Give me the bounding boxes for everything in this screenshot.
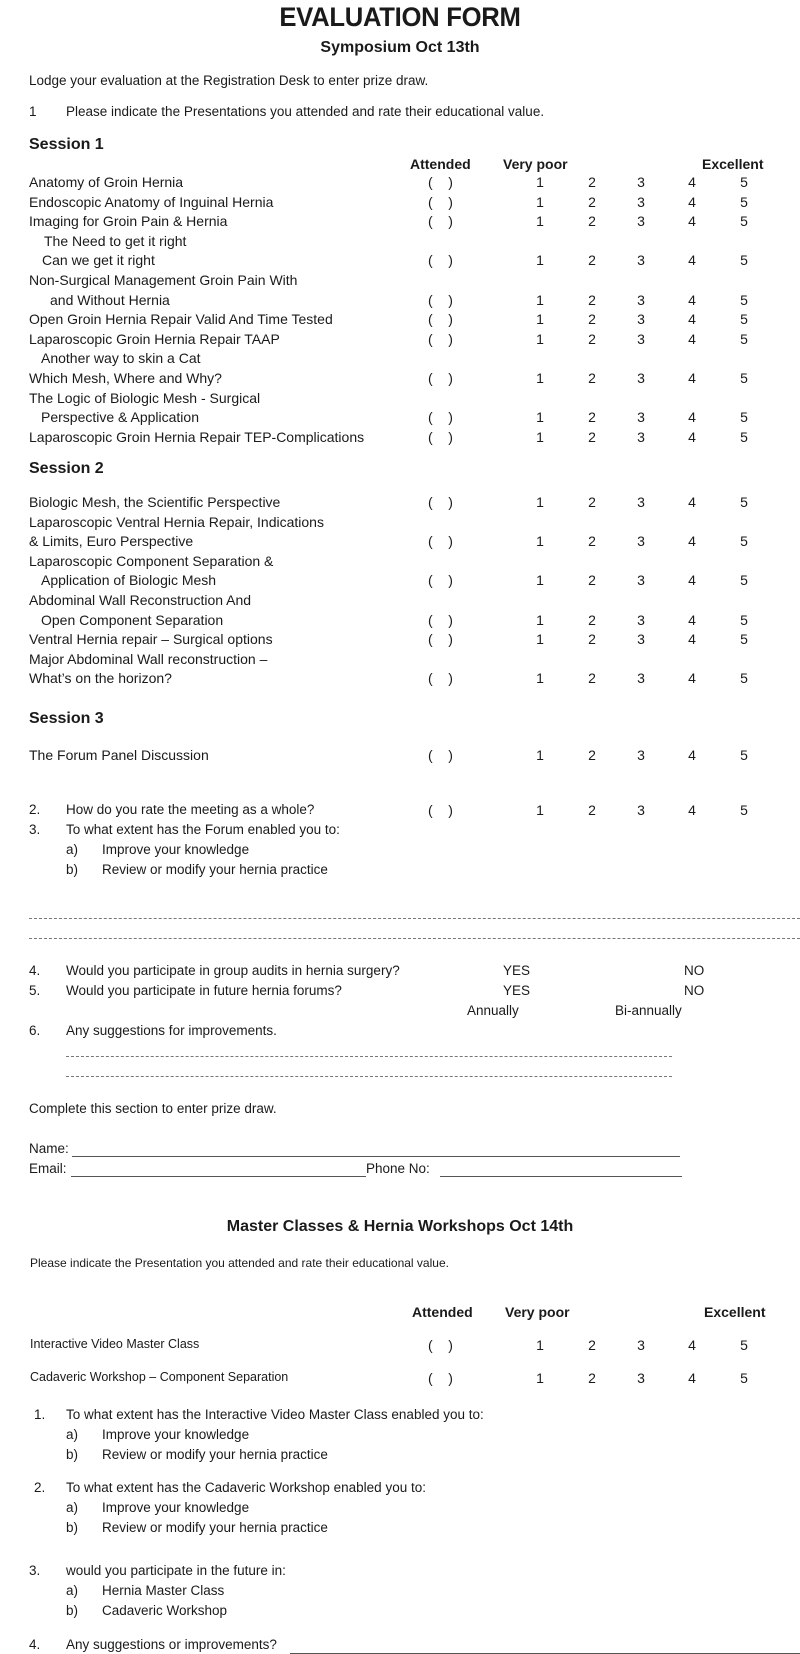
question-2-text: How do you rate the meeting as a whole? [66, 802, 315, 817]
false-rating-3[interactable]: 3 [637, 330, 645, 347]
false-rating-3[interactable]: 3 [637, 494, 645, 510]
false-rating-5[interactable]: 5 [740, 670, 748, 687]
session-2-presentation-3-title-line-2: Application of Biologic Mesh [41, 572, 217, 589]
false-rating-5[interactable]: 5 [740, 533, 748, 550]
false-rating-3[interactable]: 3 [637, 747, 645, 763]
column-excellent: Excellent [702, 156, 764, 172]
false-rating-1[interactable]: 1 [536, 311, 544, 328]
session-1-presentation-5-title-line-1: Non-Surgical Management Groin Pain With [29, 272, 298, 288]
question-5-number: 5. [29, 983, 41, 998]
false-rating-2[interactable]: 2 [588, 252, 596, 269]
false-attended-checkbox[interactable]: ( ) [428, 572, 453, 589]
false-rating-1[interactable]: 1 [536, 409, 544, 426]
question-5-annually[interactable]: Annually [467, 1003, 519, 1018]
false-attended-checkbox[interactable]: ( ) [428, 330, 453, 347]
session-1-presentation-9-title-line-2: Perspective & Application [41, 409, 199, 426]
workshop-question-3-option-b-label: b) [66, 1603, 79, 1618]
session-2-presentation-6-title-line-1: Major Abdominal Wall reconstruction – [29, 650, 268, 667]
false-rating-5[interactable]: 5 [740, 291, 748, 308]
false-rating-2[interactable]: 2 [588, 330, 596, 347]
workshop-question-1-option-b[interactable]: Review or modify your hernia practice [102, 1447, 328, 1462]
session-1-presentation-10-title: Laparoscopic Groin Hernia Repair TEP-Complications [29, 428, 365, 445]
lodge-instruction: Lodge your evaluation at the Registration Desk to enter prize draw. [29, 73, 429, 88]
false-rating-4[interactable]: 4 [688, 428, 696, 445]
session-2-presentation-4-title-line-2: Open Component Separation [41, 611, 224, 628]
workshop-question-3-option-a-label: a) [66, 1583, 79, 1598]
question-1-number: 1 [29, 104, 37, 119]
false-rating-1[interactable]: 1 [536, 330, 544, 347]
question-6-text: Any suggestions for improvements. [66, 1023, 277, 1038]
true-rating-5[interactable]: 5 [740, 1337, 748, 1353]
false-attended-checkbox[interactable]: ( ) [428, 533, 453, 550]
false-rating-5[interactable]: 5 [740, 252, 748, 269]
false-rating-3[interactable]: 3 [637, 311, 645, 328]
question-5-no[interactable]: NO [684, 983, 705, 998]
false-rating-3[interactable]: 3 [637, 193, 645, 210]
session-1-presentation-3-title: Imaging for Groin Pain & Hernia [29, 213, 228, 230]
false-rating-3[interactable]: 3 [637, 670, 645, 687]
workshop-question-1-number: 1. [34, 1407, 46, 1422]
workshops-title: Master Classes & Hernia Workshops Oct 14th [226, 1218, 574, 1235]
false-rating-3[interactable]: 3 [637, 252, 645, 269]
question-3-option-b-label: b) [66, 862, 79, 877]
form-title: EVALUATION FORM [279, 2, 521, 32]
false-attended-checkbox[interactable]: ( ) [428, 428, 453, 445]
session-1-presentation-1-title: Anatomy of Groin Hernia [29, 174, 184, 190]
phone-label: Phone No: [366, 1161, 430, 1176]
false-rating-4[interactable]: 4 [688, 747, 696, 763]
question-3-option-a-label: a) [66, 842, 79, 857]
true-rating-1[interactable]: 1 [536, 1370, 544, 1386]
false-rating-5[interactable]: 5 [740, 802, 748, 818]
true-rating-4[interactable]: 4 [688, 1370, 696, 1386]
false-rating-3[interactable]: 3 [637, 174, 645, 190]
true-rating-4[interactable]: 4 [688, 1337, 696, 1353]
false-rating-4[interactable]: 4 [688, 213, 696, 230]
false-rating-1[interactable]: 1 [536, 291, 544, 308]
false-attended-checkbox[interactable]: ( ) [428, 252, 453, 269]
question-3-text: To what extent has the Forum enabled you to: [66, 822, 340, 837]
question-2-number: 2. [29, 802, 41, 817]
workshop-question-1-text: To what extent has the Interactive Video Master Class enabled you to: [66, 1407, 484, 1422]
workshops-column-very-poor: Very poor [505, 1304, 570, 1320]
false-rating-2[interactable]: 2 [588, 802, 596, 818]
question-3-option-b[interactable]: Review or modify your hernia practice [102, 862, 328, 877]
false-rating-2[interactable]: 2 [588, 213, 596, 230]
false-rating-5[interactable]: 5 [740, 193, 748, 210]
question-1-text: Please indicate the Presentations you attended and rate their educational value. [66, 104, 545, 119]
false-rating-2[interactable]: 2 [588, 494, 596, 510]
workshop-question-3-option-b[interactable]: Cadaveric Workshop [102, 1603, 228, 1618]
workshop-question-1-option-a[interactable]: Improve your knowledge [102, 1427, 250, 1442]
workshop-question-1-option-a-label: a) [66, 1427, 79, 1442]
false-rating-1[interactable]: 1 [536, 747, 544, 763]
false-rating-1[interactable]: 1 [536, 213, 544, 230]
workshops-column-excellent: Excellent [704, 1304, 766, 1320]
false-rating-4[interactable]: 4 [688, 802, 696, 818]
false-rating-5[interactable]: 5 [740, 572, 748, 589]
name-label: Name: [29, 1141, 69, 1156]
false-rating-2[interactable]: 2 [588, 174, 596, 190]
false-rating-1[interactable]: 1 [536, 533, 544, 550]
email-field[interactable] [71, 1176, 366, 1177]
session-1-presentation-2-title: Endoscopic Anatomy of Inguinal Hernia [29, 193, 274, 210]
session-1-presentation-8-title-line-1: Another way to skin a Cat [41, 350, 201, 367]
question-4-text: Would you participate in group audits in hernia surgery? [66, 963, 400, 978]
false-rating-3[interactable]: 3 [637, 291, 645, 308]
question-3-option-a[interactable]: Improve your knowledge [102, 842, 250, 857]
false-rating-1[interactable]: 1 [536, 572, 544, 589]
false-attended-checkbox[interactable]: ( ) [428, 670, 453, 687]
false-attended-checkbox[interactable]: ( ) [428, 747, 453, 763]
true-attended-checkbox[interactable]: ( ) [428, 1337, 453, 1353]
true-rating-2[interactable]: 2 [588, 1370, 596, 1386]
false-rating-3[interactable]: 3 [637, 611, 645, 628]
session-2-presentation-2-title-line-2: & Limits, Euro Perspective [29, 533, 194, 550]
workshops-instruction: Please indicate the Presentation you attended and rate their educational value. [30, 1256, 449, 1270]
false-rating-2[interactable]: 2 [588, 409, 596, 426]
false-rating-5[interactable]: 5 [740, 174, 748, 190]
false-rating-5[interactable]: 5 [740, 330, 748, 347]
false-attended-checkbox[interactable]: ( ) [428, 291, 453, 308]
false-rating-3[interactable]: 3 [637, 802, 645, 818]
false-rating-2[interactable]: 2 [588, 370, 596, 386]
suggestion-line-1[interactable] [66, 1056, 672, 1057]
workshop-1-title: Interactive Video Master Class [30, 1337, 200, 1351]
false-rating-1[interactable]: 1 [536, 252, 544, 269]
false-rating-2[interactable]: 2 [588, 747, 596, 763]
false-rating-2[interactable]: 2 [588, 533, 596, 550]
workshop-question-2-option-b[interactable]: Review or modify your hernia practice [102, 1520, 328, 1535]
workshop-question-3-text: would you participate in the future in: [66, 1563, 286, 1578]
workshop-question-4-text: Any suggestions or improvements? [66, 1637, 277, 1652]
false-rating-1[interactable]: 1 [536, 370, 544, 386]
false-rating-2[interactable]: 2 [588, 193, 596, 210]
false-rating-4[interactable]: 4 [688, 174, 696, 190]
workshop-question-2-number: 2. [34, 1480, 46, 1495]
false-rating-5[interactable]: 5 [740, 428, 748, 445]
false-rating-5[interactable]: 5 [740, 747, 748, 763]
false-rating-1[interactable]: 1 [536, 193, 544, 210]
question-4-yes[interactable]: YES [503, 963, 531, 978]
session-3-heading: Session 3 [29, 710, 104, 727]
false-rating-2[interactable]: 2 [588, 291, 596, 308]
workshop-question-2-option-a-label: a) [66, 1500, 79, 1515]
false-rating-1[interactable]: 1 [536, 494, 544, 510]
true-rating-2[interactable]: 2 [588, 1337, 596, 1353]
true-rating-3[interactable]: 3 [637, 1370, 645, 1386]
question-4-number: 4. [29, 963, 41, 978]
session-3-presentation-1-title: The Forum Panel Discussion [29, 747, 209, 763]
session-2-presentation-4-title-line-1: Abdominal Wall Reconstruction And [29, 592, 252, 608]
question-5-biannually[interactable]: Bi-annually [615, 1003, 682, 1018]
question-5-text: Would you participate in future hernia forums? [66, 983, 342, 998]
false-attended-checkbox[interactable]: ( ) [428, 409, 453, 426]
phone-field[interactable] [440, 1176, 682, 1177]
true-attended-checkbox[interactable]: ( ) [428, 1370, 453, 1386]
column-attended: Attended [410, 156, 471, 172]
session-2-presentation-5-title: Ventral Hernia repair – Surgical options [29, 631, 273, 648]
false-attended-checkbox[interactable]: ( ) [428, 370, 453, 386]
session-1-presentation-8-title-line-2: Which Mesh, Where and Why? [29, 370, 222, 386]
prize-instruction: Complete this section to enter prize draw. [29, 1101, 277, 1116]
session-2-presentation-1-title: Biologic Mesh, the Scientific Perspective [29, 494, 281, 510]
false-rating-1[interactable]: 1 [536, 428, 544, 445]
false-rating-4[interactable]: 4 [688, 409, 696, 426]
false-attended-checkbox[interactable]: ( ) [428, 174, 453, 190]
false-rating-4[interactable]: 4 [688, 330, 696, 347]
workshop-question-3-option-a[interactable]: Hernia Master Class [102, 1583, 225, 1598]
session-1-presentation-9-title-line-1: The Logic of Biologic Mesh - Surgical [29, 389, 261, 406]
false-attended-checkbox[interactable]: ( ) [428, 311, 453, 328]
false-rating-4[interactable]: 4 [688, 193, 696, 210]
session-1-presentation-6-title: Open Groin Hernia Repair Valid And Time Tested [29, 311, 333, 328]
false-rating-3[interactable]: 3 [637, 409, 645, 426]
comment-line-2[interactable] [29, 938, 800, 939]
workshop-question-2-text: To what extent has the Cadaveric Workshop enabled you to: [66, 1480, 426, 1495]
name-field[interactable] [72, 1156, 680, 1157]
session-1-presentation-4-title-line-2: Can we get it right [42, 252, 155, 269]
false-rating-1[interactable]: 1 [536, 802, 544, 818]
false-rating-5[interactable]: 5 [740, 213, 748, 230]
session-2-presentation-3-title-line-1: Laparoscopic Component Separation & [29, 552, 274, 569]
session-2-heading: Session 2 [29, 460, 104, 477]
false-rating-4[interactable]: 4 [688, 670, 696, 687]
true-rating-3[interactable]: 3 [637, 1337, 645, 1353]
false-rating-4[interactable]: 4 [688, 494, 696, 510]
false-attended-checkbox[interactable]: ( ) [428, 213, 453, 230]
false-rating-5[interactable]: 5 [740, 494, 748, 510]
false-attended-checkbox[interactable]: ( ) [428, 494, 453, 510]
workshop-question-1-option-b-label: b) [66, 1447, 79, 1462]
question-6-number: 6. [29, 1023, 41, 1038]
false-rating-3[interactable]: 3 [637, 631, 645, 648]
workshop-question-4-number: 4. [29, 1637, 41, 1652]
false-rating-3[interactable]: 3 [637, 213, 645, 230]
false-rating-1[interactable]: 1 [536, 174, 544, 190]
false-rating-2[interactable]: 2 [588, 670, 596, 687]
false-rating-5[interactable]: 5 [740, 631, 748, 648]
false-rating-3[interactable]: 3 [637, 370, 645, 386]
false-rating-3[interactable]: 3 [637, 428, 645, 445]
true-rating-5[interactable]: 5 [740, 1370, 748, 1386]
false-rating-3[interactable]: 3 [637, 533, 645, 550]
false-rating-4[interactable]: 4 [688, 291, 696, 308]
false-rating-4[interactable]: 4 [688, 311, 696, 328]
false-rating-1[interactable]: 1 [536, 611, 544, 628]
workshop-question-2-option-b-label: b) [66, 1520, 79, 1535]
column-very-poor: Very poor [503, 156, 568, 172]
session-1-presentation-4-title-line-1: The Need to get it right [44, 232, 187, 249]
workshops-column-attended: Attended [412, 1304, 473, 1320]
false-rating-5[interactable]: 5 [740, 370, 748, 386]
false-rating-5[interactable]: 5 [740, 311, 748, 328]
comment-line-1[interactable] [29, 918, 800, 919]
form-subtitle: Symposium Oct 13th [320, 39, 480, 56]
session-1-heading: Session 1 [29, 136, 104, 153]
false-rating-4[interactable]: 4 [688, 370, 696, 386]
email-label: Email: [29, 1161, 67, 1176]
false-rating-5[interactable]: 5 [740, 409, 748, 426]
session-1-presentation-5-title-line-2: and Without Hernia [50, 291, 170, 308]
false-rating-2[interactable]: 2 [588, 572, 596, 589]
false-rating-4[interactable]: 4 [688, 572, 696, 589]
false-attended-checkbox[interactable]: ( ) [428, 193, 453, 210]
false-rating-2[interactable]: 2 [588, 611, 596, 628]
question-3-number: 3. [29, 822, 41, 837]
session-2-presentation-2-title-line-1: Laparoscopic Ventral Hernia Repair, Indications [29, 513, 324, 530]
false-rating-4[interactable]: 4 [688, 611, 696, 628]
false-rating-5[interactable]: 5 [740, 611, 748, 628]
false-rating-3[interactable]: 3 [637, 572, 645, 589]
false-rating-4[interactable]: 4 [688, 533, 696, 550]
question-4-no[interactable]: NO [684, 963, 705, 978]
false-attended-checkbox[interactable]: ( ) [428, 802, 453, 818]
suggestion-line-2[interactable] [66, 1076, 672, 1077]
true-rating-1[interactable]: 1 [536, 1337, 544, 1353]
workshop-2-title: Cadaveric Workshop – Component Separation [30, 1370, 289, 1384]
false-rating-2[interactable]: 2 [588, 428, 596, 445]
workshop-question-2-option-a[interactable]: Improve your knowledge [102, 1500, 250, 1515]
workshop-question-3-number: 3. [29, 1563, 41, 1578]
false-rating-1[interactable]: 1 [536, 631, 544, 648]
false-rating-1[interactable]: 1 [536, 670, 544, 687]
false-rating-4[interactable]: 4 [688, 631, 696, 648]
false-attended-checkbox[interactable]: ( ) [428, 611, 453, 628]
false-rating-4[interactable]: 4 [688, 252, 696, 269]
false-rating-2[interactable]: 2 [588, 311, 596, 328]
session-2-presentation-6-title-line-2: What’s on the horizon? [29, 670, 172, 687]
question-5-yes[interactable]: YES [503, 983, 531, 998]
false-attended-checkbox[interactable]: ( ) [428, 631, 453, 648]
session-1-presentation-7-title: Laparoscopic Groin Hernia Repair TAAP [29, 330, 280, 347]
false-rating-2[interactable]: 2 [588, 631, 596, 648]
